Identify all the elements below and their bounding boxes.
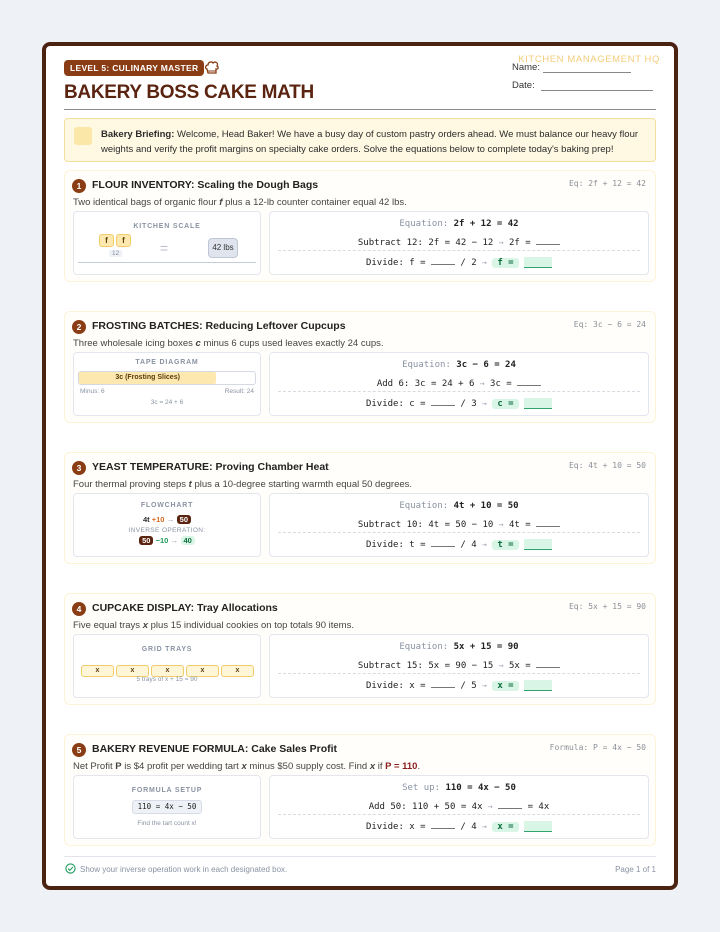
problem-number: 5 [72,743,86,757]
step-line: Add 6: 3c = 24 + 6 → 3c = [270,377,648,389]
briefing-icon [74,127,92,145]
divide-line: Divide: x = / 5 → x = [270,679,648,691]
flour-bag-chip: f [99,234,114,247]
work-divider [278,814,640,815]
answer-blank[interactable] [536,236,560,245]
forward-flow: 4t +10 → 50 [74,515,260,524]
answer-blank[interactable] [517,377,541,386]
solution-label: x = [492,681,518,691]
level-badge: LEVEL 5: CULINARY MASTER [64,60,204,76]
answer-blank[interactable] [536,518,560,527]
answer-blank[interactable] [431,679,455,688]
answer-blank[interactable] [431,397,455,406]
problem-title: BAKERY REVENUE FORMULA: Cake Sales Profit [92,743,338,755]
equation-line: Set up: 110 = 4x − 50 [402,783,516,793]
visual-heading: FLOWCHART [140,502,194,509]
result-label: Result: 24 [224,388,254,395]
inverse-label: INVERSE OPERATION: [128,527,206,534]
balance-equals: = [160,240,169,256]
solution-label: f = [492,258,518,268]
page-title: BAKERY BOSS CAKE MATH [64,82,314,103]
problem-description: Three wholesale icing boxes c minus 6 cups used leaves exactly 24 cups. [73,338,384,349]
divide-line: Divide: f = / 2 → f = [270,256,648,268]
visual-heading: GRID TRAYS [141,646,193,653]
equation-tag: Formula: P = 4x − 50 [549,743,646,752]
problem-number: 4 [72,602,86,616]
solution-box[interactable] [524,680,552,691]
grid-trays-visual [73,634,261,698]
divide-line: Divide: x = / 4 → x = [270,820,648,832]
briefing-box [64,118,656,162]
equation-tag: Eq: 4t + 10 = 50 [568,461,646,470]
date-line[interactable] [541,90,653,91]
problem-number: 3 [72,461,86,475]
problem-title: CUPCAKE DISPLAY: Tray Allocations [92,602,278,614]
solution-box[interactable] [524,539,552,550]
work-divider [278,532,640,533]
chef-hat-icon [204,60,220,76]
tray-chip: x [151,665,184,677]
work-area [269,352,649,416]
equation-tag: Eq: 2f + 12 = 42 [568,179,646,188]
equation-line: Equation: 3c − 6 = 24 [402,360,516,370]
flour-bag-chip: f [116,234,131,247]
tape-bar [78,371,256,385]
problem-title: YEAST TEMPERATURE: Proving Chamber Heat [92,461,329,473]
equation-line: Equation: 2f + 12 = 42 [399,219,519,229]
name-label: Name: [512,62,540,73]
kitchen-scale-visual [73,211,261,275]
equation-line: Equation: 5x + 15 = 90 [399,642,519,652]
solution-label: c = [492,399,518,409]
work-divider [278,250,640,251]
step-line: Subtract 10: 4t = 50 − 10 → 4t = [270,518,648,530]
work-area [269,211,649,275]
tray-chip: x [81,665,114,677]
tape-fill: 3c (Frosting Slices) [79,372,216,384]
answer-blank[interactable] [431,538,455,547]
answer-blank[interactable] [431,820,455,829]
work-area [269,634,649,698]
work-area [269,775,649,839]
equation-line: Equation: 4t + 10 = 50 [399,501,519,511]
problem-1 [64,170,656,282]
scale-base [78,262,256,263]
inverse-flow: 50 −10 → 40 [74,536,260,545]
hq-label: KITCHEN MANAGEMENT HQ [518,54,660,65]
tray-chip: x [116,665,149,677]
equation-tag: Eq: 3c − 6 = 24 [573,320,646,329]
problem-description: Four thermal proving steps t plus a 10-degree starting warmth equal 50 degrees. [73,479,413,490]
problem-5 [64,734,656,846]
header-divider [64,109,656,110]
answer-blank[interactable] [498,800,522,809]
visual-heading: KITCHEN SCALE [133,223,201,230]
divide-line: Divide: c = / 3 → c = [270,397,648,409]
tray-row [81,659,256,677]
work-divider [278,391,640,392]
briefing-body: Welcome, Head Baker! We have a busy day of custom pastry orders ahead. We must balance our heavy flour weights and verify the profit margins on specialty cake orders. Solve the equations below to complete today's baking prep! [101,129,639,155]
date-field[interactable] [512,80,653,91]
step-line: Subtract 12: 2f = 42 − 12 → 2f = [270,236,648,248]
problem-number: 1 [72,179,86,193]
work-divider [278,673,640,674]
check-circle-icon [65,863,76,874]
problem-4 [64,593,656,705]
equation-tag: Eq: 5x + 15 = 90 [568,602,646,611]
visual-heading: TAPE DIAGRAM [135,359,199,366]
formula-caption: Find the tart count x! [137,820,197,827]
problem-description: Two identical bags of organic flour f plus a 12-lb counter container equal 42 lbs. [73,197,407,208]
footer-note: Show your inverse operation work in each designated box. [80,865,288,874]
step-line: Add 50: 110 + 50 = 4x → = 4x [368,802,550,812]
answer-blank[interactable] [431,256,455,265]
visual-heading: FORMULA SETUP [131,787,203,794]
briefing-text [101,127,645,157]
tray-chip: x [186,665,219,677]
tray-chip: x [221,665,254,677]
step-line: Subtract 15: 5x = 90 − 15 → 5x = [270,659,648,671]
problem-number: 2 [72,320,86,334]
solution-box[interactable] [524,257,552,268]
date-label: Date: [512,80,535,91]
page-number: Page 1 of 1 [615,865,656,874]
formula-setup-visual [73,775,261,839]
minus-label: Minus: 6 [80,388,105,395]
flowchart-visual [73,493,261,557]
name-field[interactable] [512,62,631,73]
tape-diagram-visual [73,352,261,416]
tape-caption: 3c = 24 + 6 [150,399,184,406]
container-weight: 12 [109,250,122,257]
problem-description: Five equal trays x plus 15 individual cookies on top totals 90 items. [73,620,354,631]
name-line[interactable] [543,72,631,73]
solution-box[interactable] [524,821,552,832]
work-area [269,493,649,557]
problem-3 [64,452,656,564]
solution-label: t = [492,540,518,550]
footer-divider [64,856,656,857]
solution-label: x = [492,822,518,832]
worksheet-page [42,42,678,890]
total-weight: 42 lbs [208,238,238,258]
divide-line: Divide: t = / 4 → t = [270,538,648,550]
tray-caption: 5 trays of x + 15 = 90 [136,676,198,683]
problem-title: FROSTING BATCHES: Reducing Leftover Cupcups [92,320,346,332]
formula-box: 110 = 4x − 50 [132,800,202,814]
answer-blank[interactable] [536,659,560,668]
briefing-label: Bakery Briefing: [101,129,175,140]
problem-description: Net Profit P is $4 profit per wedding tart x minus $50 supply cost. Find x if P = 110. [73,761,421,772]
solution-box[interactable] [524,398,552,409]
problem-2 [64,311,656,423]
problem-title: FLOUR INVENTORY: Scaling the Dough Bags [92,179,319,191]
